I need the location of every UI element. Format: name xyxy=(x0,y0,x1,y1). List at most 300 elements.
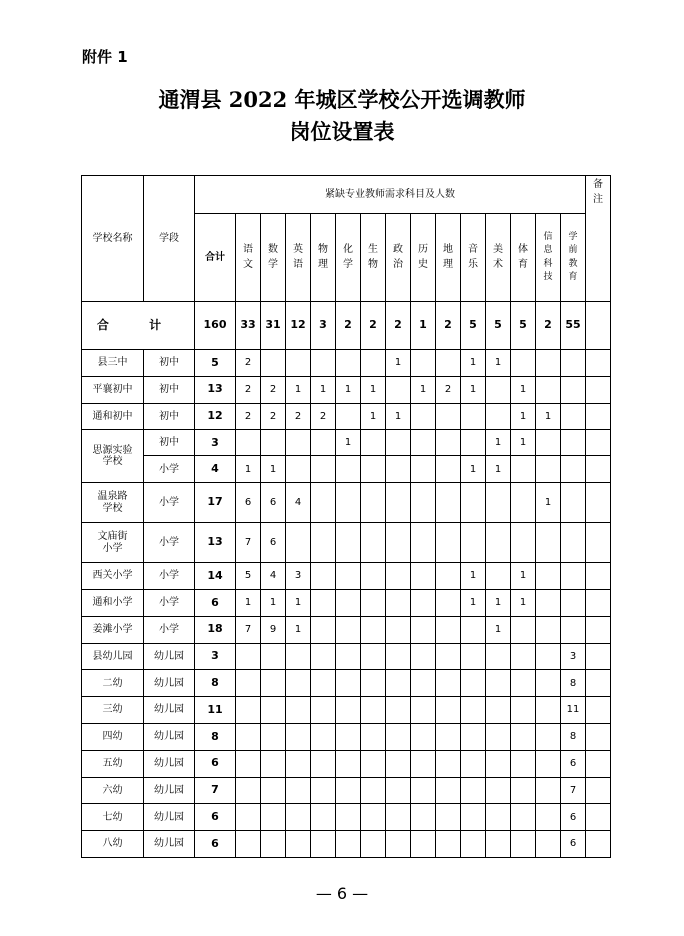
subject-count-cell xyxy=(511,777,536,804)
row-total-cell: 18 xyxy=(195,616,236,643)
stage-cell: 幼儿园 xyxy=(144,831,195,858)
summary-label: 合 计 xyxy=(82,302,195,350)
subject-count-cell: 6 xyxy=(261,483,286,523)
subject-count-cell xyxy=(311,523,336,563)
subject-count-cell xyxy=(561,616,586,643)
subject-count-cell xyxy=(561,403,586,430)
subject-count-cell xyxy=(286,777,311,804)
summary-cell: 2 xyxy=(386,302,411,350)
subject-count-cell xyxy=(236,697,261,724)
school-name-cell: 二幼 xyxy=(82,670,144,697)
subject-count-cell: 1 xyxy=(361,403,386,430)
document-subtitle: 岗位设置表 xyxy=(289,119,395,144)
subject-count-cell xyxy=(386,616,411,643)
subject-count-cell xyxy=(436,456,461,483)
row-total-cell: 6 xyxy=(195,589,236,616)
subject-count-cell xyxy=(311,697,336,724)
stage-cell: 小学 xyxy=(144,456,195,483)
subject-count-cell xyxy=(336,670,361,697)
subject-count-cell: 7 xyxy=(236,523,261,563)
subject-count-cell xyxy=(261,804,286,831)
subject-count-cell xyxy=(436,750,461,777)
remark-cell xyxy=(586,589,611,616)
subject-count-cell xyxy=(261,670,286,697)
subject-count-cell: 1 xyxy=(311,376,336,403)
subject-count-cell: 8 xyxy=(561,723,586,750)
subject-count-cell xyxy=(536,831,561,858)
summary-cell: 2 xyxy=(336,302,361,350)
subject-count-cell xyxy=(236,643,261,670)
school-name-cell: 五幼 xyxy=(82,750,144,777)
school-name-cell: 温泉路 学校 xyxy=(82,483,144,523)
subject-count-cell: 5 xyxy=(236,563,261,590)
row-total-cell: 3 xyxy=(195,643,236,670)
subject-count-cell xyxy=(386,831,411,858)
subject-count-cell xyxy=(461,697,486,724)
school-name-cell: 通和初中 xyxy=(82,403,144,430)
subject-count-cell xyxy=(561,523,586,563)
subject-header: 英 语 xyxy=(286,214,311,302)
summary-cell: 55 xyxy=(561,302,586,350)
table-row xyxy=(82,456,611,483)
subject-count-cell xyxy=(461,523,486,563)
subject-count-cell: 2 xyxy=(236,376,261,403)
subject-count-cell xyxy=(536,616,561,643)
table-row xyxy=(82,777,611,804)
stage-cell: 小学 xyxy=(144,589,195,616)
stage-cell: 小学 xyxy=(144,563,195,590)
subject-count-cell xyxy=(261,750,286,777)
subject-count-cell: 4 xyxy=(286,483,311,523)
subject-count-cell xyxy=(336,456,361,483)
subject-count-cell xyxy=(361,589,386,616)
subject-count-cell: 1 xyxy=(461,376,486,403)
subject-count-cell: 2 xyxy=(261,403,286,430)
row-total-cell: 6 xyxy=(195,831,236,858)
subject-count-cell xyxy=(411,697,436,724)
subject-count-cell xyxy=(486,376,511,403)
subject-header: 学 前 教 育 xyxy=(561,214,586,302)
subject-count-cell xyxy=(411,483,436,523)
subject-count-cell xyxy=(386,589,411,616)
subject-count-cell: 1 xyxy=(511,430,536,456)
subject-count-cell xyxy=(511,523,536,563)
subject-count-cell xyxy=(436,723,461,750)
subject-count-cell xyxy=(386,723,411,750)
subject-count-cell: 1 xyxy=(261,456,286,483)
subject-count-cell: 6 xyxy=(561,750,586,777)
subject-count-cell xyxy=(361,831,386,858)
subject-count-cell xyxy=(261,697,286,724)
subject-count-cell xyxy=(311,456,336,483)
subject-count-cell xyxy=(286,831,311,858)
remark-cell xyxy=(586,430,611,456)
subject-count-cell xyxy=(436,483,461,523)
subject-count-cell: 1 xyxy=(461,350,486,377)
subject-count-cell xyxy=(361,697,386,724)
subject-count-cell xyxy=(411,563,436,590)
table-row xyxy=(82,643,611,670)
subject-count-cell xyxy=(536,563,561,590)
subject-count-cell xyxy=(486,723,511,750)
subject-count-cell: 6 xyxy=(261,523,286,563)
remark-cell xyxy=(586,302,611,350)
row-total-cell: 6 xyxy=(195,804,236,831)
subject-count-cell xyxy=(236,723,261,750)
subject-count-cell xyxy=(536,589,561,616)
subject-count-cell xyxy=(311,750,336,777)
subject-count-cell xyxy=(411,723,436,750)
subject-count-cell xyxy=(386,697,411,724)
subject-count-cell xyxy=(361,523,386,563)
subject-header: 信 息 科 技 xyxy=(536,214,561,302)
table-row xyxy=(82,723,611,750)
subject-count-cell xyxy=(336,563,361,590)
subject-count-cell xyxy=(436,831,461,858)
subject-count-cell: 4 xyxy=(261,563,286,590)
subject-count-cell xyxy=(436,697,461,724)
positions-table xyxy=(81,175,611,858)
remark-cell xyxy=(586,643,611,670)
document-title: 通渭县 2022 年城区学校公开选调教师 xyxy=(158,87,526,112)
subject-count-cell xyxy=(436,430,461,456)
subject-count-cell xyxy=(511,831,536,858)
school-name-cell: 西关小学 xyxy=(82,563,144,590)
subject-count-cell: 1 xyxy=(336,376,361,403)
subject-count-cell: 1 xyxy=(511,563,536,590)
school-name-cell: 文庙街 小学 xyxy=(82,523,144,563)
subject-count-cell xyxy=(511,670,536,697)
subject-count-cell xyxy=(261,643,286,670)
subject-count-cell xyxy=(486,563,511,590)
subject-count-cell xyxy=(336,589,361,616)
remark-cell xyxy=(586,483,611,523)
subject-count-cell xyxy=(336,697,361,724)
subject-count-cell xyxy=(486,750,511,777)
subject-count-cell xyxy=(411,456,436,483)
row-total-cell: 4 xyxy=(195,456,236,483)
table-row xyxy=(82,376,611,403)
subject-header: 物 理 xyxy=(311,214,336,302)
subject-count-cell xyxy=(361,616,386,643)
subject-count-cell xyxy=(511,616,536,643)
stage-cell: 幼儿园 xyxy=(144,697,195,724)
subject-count-cell xyxy=(336,616,361,643)
subject-count-cell xyxy=(461,430,486,456)
school-name-cell: 通和小学 xyxy=(82,589,144,616)
remark-cell xyxy=(586,563,611,590)
subject-count-cell xyxy=(411,616,436,643)
subject-count-cell: 8 xyxy=(561,670,586,697)
table-row xyxy=(82,616,611,643)
subject-count-cell xyxy=(561,456,586,483)
row-total-cell: 12 xyxy=(195,403,236,430)
subject-count-cell xyxy=(536,523,561,563)
subject-count-cell xyxy=(311,643,336,670)
subject-count-cell xyxy=(311,563,336,590)
summary-cell: 3 xyxy=(311,302,336,350)
subject-header: 化 学 xyxy=(336,214,361,302)
table-row xyxy=(82,589,611,616)
stage-cell: 幼儿园 xyxy=(144,723,195,750)
subject-count-cell: 2 xyxy=(286,403,311,430)
stage-header: 学段 xyxy=(144,176,195,302)
school-name-cell: 县三中 xyxy=(82,350,144,377)
subject-count-cell xyxy=(311,483,336,523)
subject-count-cell xyxy=(461,670,486,697)
subject-count-cell xyxy=(436,804,461,831)
subject-count-cell xyxy=(236,804,261,831)
subject-count-cell xyxy=(386,483,411,523)
subject-count-cell: 1 xyxy=(286,376,311,403)
subject-count-cell xyxy=(411,403,436,430)
subject-count-cell xyxy=(536,723,561,750)
subject-count-cell xyxy=(461,483,486,523)
subject-count-cell xyxy=(436,350,461,377)
subject-count-cell: 1 xyxy=(486,456,511,483)
subject-count-cell: 1 xyxy=(486,589,511,616)
stage-cell: 幼儿园 xyxy=(144,643,195,670)
school-name-cell: 六幼 xyxy=(82,777,144,804)
subject-count-cell xyxy=(536,750,561,777)
subject-count-cell: 1 xyxy=(511,403,536,430)
subject-count-cell xyxy=(511,697,536,724)
subject-header: 美 术 xyxy=(486,214,511,302)
subject-count-cell: 1 xyxy=(536,403,561,430)
subject-count-cell xyxy=(386,563,411,590)
subject-count-cell: 1 xyxy=(236,456,261,483)
subject-header: 音 乐 xyxy=(461,214,486,302)
row-total-cell: 8 xyxy=(195,723,236,750)
subject-count-cell xyxy=(411,430,436,456)
subject-count-cell xyxy=(536,777,561,804)
remark-header: 备 注 xyxy=(586,176,611,302)
subject-count-cell xyxy=(436,616,461,643)
table-row xyxy=(82,697,611,724)
subject-count-cell: 2 xyxy=(236,350,261,377)
subject-count-cell xyxy=(286,804,311,831)
subject-count-cell xyxy=(311,430,336,456)
subject-count-cell xyxy=(236,831,261,858)
remark-cell xyxy=(586,350,611,377)
subject-count-cell xyxy=(386,643,411,670)
subject-count-cell: 1 xyxy=(511,589,536,616)
summary-cell: 5 xyxy=(511,302,536,350)
table-row xyxy=(82,523,611,563)
page-number: — 6 — xyxy=(315,884,369,903)
subject-header: 政 治 xyxy=(386,214,411,302)
subject-count-cell xyxy=(386,523,411,563)
subject-count-cell xyxy=(386,430,411,456)
subject-count-cell: 2 xyxy=(311,403,336,430)
subject-count-cell xyxy=(536,376,561,403)
school-name-cell: 七幼 xyxy=(82,804,144,831)
stage-cell: 幼儿园 xyxy=(144,750,195,777)
subject-count-cell: 1 xyxy=(486,350,511,377)
subject-count-cell xyxy=(561,350,586,377)
subject-count-cell xyxy=(436,589,461,616)
stage-cell: 初中 xyxy=(144,430,195,456)
subject-count-cell xyxy=(536,456,561,483)
subject-count-cell: 6 xyxy=(561,804,586,831)
subject-count-cell xyxy=(461,403,486,430)
remark-cell xyxy=(586,403,611,430)
subject-count-cell xyxy=(511,350,536,377)
subject-count-cell: 1 xyxy=(461,563,486,590)
subject-count-cell xyxy=(311,804,336,831)
subject-count-cell xyxy=(336,523,361,563)
subject-count-cell xyxy=(411,589,436,616)
subject-count-cell xyxy=(486,831,511,858)
subject-count-cell xyxy=(286,697,311,724)
subject-count-cell xyxy=(311,723,336,750)
subject-count-cell xyxy=(411,804,436,831)
remark-cell xyxy=(586,777,611,804)
table-row xyxy=(82,350,611,377)
summary-row xyxy=(82,302,611,350)
subject-count-cell xyxy=(361,350,386,377)
subject-count-cell xyxy=(286,643,311,670)
subject-count-cell: 6 xyxy=(236,483,261,523)
subject-count-cell: 1 xyxy=(261,589,286,616)
subject-count-cell xyxy=(511,723,536,750)
table-row xyxy=(82,430,611,456)
subject-count-cell: 1 xyxy=(386,350,411,377)
subject-count-cell xyxy=(361,777,386,804)
subject-count-cell xyxy=(261,723,286,750)
subject-count-cell xyxy=(486,670,511,697)
subject-count-cell xyxy=(286,723,311,750)
school-name-cell: 四幼 xyxy=(82,723,144,750)
stage-cell: 初中 xyxy=(144,403,195,430)
subject-count-cell xyxy=(336,804,361,831)
subject-count-cell xyxy=(236,777,261,804)
subject-header: 地 理 xyxy=(436,214,461,302)
subject-count-cell xyxy=(361,750,386,777)
remark-cell xyxy=(586,723,611,750)
summary-cell: 5 xyxy=(486,302,511,350)
remark-cell xyxy=(586,616,611,643)
row-total-cell: 7 xyxy=(195,777,236,804)
subject-count-cell xyxy=(411,350,436,377)
stage-cell: 小学 xyxy=(144,523,195,563)
table-row xyxy=(82,831,611,858)
remark-cell xyxy=(586,697,611,724)
table-row xyxy=(82,563,611,590)
subject-count-cell xyxy=(461,643,486,670)
remark-cell xyxy=(586,670,611,697)
subject-count-cell xyxy=(386,777,411,804)
total-header: 合计 xyxy=(195,214,236,302)
subject-count-cell xyxy=(361,723,386,750)
subject-count-cell xyxy=(361,563,386,590)
summary-cell: 12 xyxy=(286,302,311,350)
subject-count-cell xyxy=(336,723,361,750)
subject-count-cell xyxy=(386,804,411,831)
subject-header: 体 育 xyxy=(511,214,536,302)
subject-count-cell xyxy=(411,750,436,777)
subject-count-cell xyxy=(261,777,286,804)
subject-count-cell xyxy=(411,643,436,670)
subject-count-cell xyxy=(311,777,336,804)
subject-count-cell: 1 xyxy=(511,376,536,403)
subject-count-cell xyxy=(436,777,461,804)
subject-count-cell xyxy=(486,483,511,523)
subject-count-cell xyxy=(286,750,311,777)
subject-count-cell: 1 xyxy=(486,616,511,643)
subject-count-cell xyxy=(511,750,536,777)
row-total-cell: 13 xyxy=(195,376,236,403)
stage-cell: 小学 xyxy=(144,483,195,523)
subject-count-cell: 1 xyxy=(411,376,436,403)
subject-count-cell xyxy=(536,670,561,697)
table-row xyxy=(82,804,611,831)
subject-count-cell: 11 xyxy=(561,697,586,724)
school-name-cell: 平襄初中 xyxy=(82,376,144,403)
subject-count-cell xyxy=(336,643,361,670)
subject-count-cell xyxy=(336,777,361,804)
subject-count-cell xyxy=(486,403,511,430)
subject-count-cell xyxy=(436,403,461,430)
row-total-cell: 14 xyxy=(195,563,236,590)
row-total-cell: 3 xyxy=(195,430,236,456)
row-total-cell: 6 xyxy=(195,750,236,777)
row-total-cell: 11 xyxy=(195,697,236,724)
subject-count-cell: 2 xyxy=(436,376,461,403)
subject-header: 历 史 xyxy=(411,214,436,302)
stage-cell: 幼儿园 xyxy=(144,777,195,804)
remark-cell xyxy=(586,376,611,403)
subject-count-cell xyxy=(461,723,486,750)
subject-count-cell xyxy=(361,483,386,523)
subject-count-cell: 3 xyxy=(286,563,311,590)
summary-cell: 33 xyxy=(236,302,261,350)
stage-cell: 小学 xyxy=(144,616,195,643)
table-row xyxy=(82,483,611,523)
subject-count-cell xyxy=(461,777,486,804)
table-row xyxy=(82,670,611,697)
subject-count-cell: 1 xyxy=(286,589,311,616)
subject-header: 生 物 xyxy=(361,214,386,302)
school-name-cell: 县幼儿园 xyxy=(82,643,144,670)
subject-header: 数 学 xyxy=(261,214,286,302)
subject-count-cell xyxy=(561,483,586,523)
subject-count-cell xyxy=(536,697,561,724)
subject-count-cell xyxy=(411,831,436,858)
subject-count-cell xyxy=(561,589,586,616)
summary-cell: 2 xyxy=(536,302,561,350)
subject-count-cell xyxy=(261,831,286,858)
subject-count-cell xyxy=(436,523,461,563)
subject-count-cell xyxy=(461,616,486,643)
remark-cell xyxy=(586,523,611,563)
subject-count-cell xyxy=(361,670,386,697)
subject-count-cell xyxy=(311,831,336,858)
subject-count-cell xyxy=(336,350,361,377)
subject-count-cell xyxy=(311,350,336,377)
subject-count-cell xyxy=(486,804,511,831)
subject-count-cell xyxy=(336,483,361,523)
summary-cell: 2 xyxy=(436,302,461,350)
subject-count-cell xyxy=(286,430,311,456)
subject-count-cell xyxy=(411,777,436,804)
subject-count-cell: 9 xyxy=(261,616,286,643)
subject-count-cell xyxy=(461,831,486,858)
subject-count-cell xyxy=(461,804,486,831)
remark-cell xyxy=(586,456,611,483)
subject-count-cell xyxy=(486,643,511,670)
stage-cell: 幼儿园 xyxy=(144,804,195,831)
